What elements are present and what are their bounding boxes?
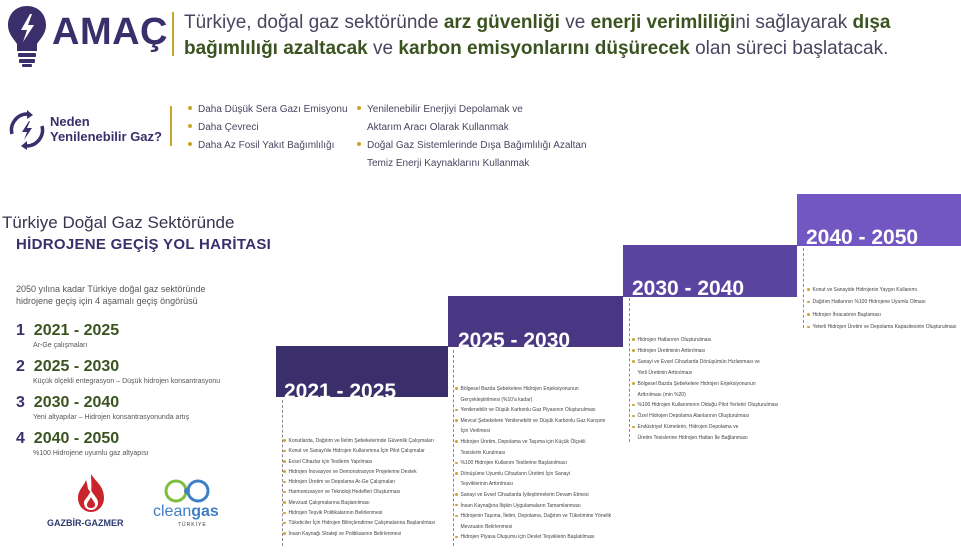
phase-item: 4 2040 - 2050: [16, 430, 120, 447]
stair-item: Sanayi ve Evsel Cihazlarda Dönüşümün Hızlanması ve: [632, 357, 778, 368]
stair-step-2040: 2040 - 2050: [797, 194, 961, 246]
why-point: Daha Düşük Sera Gazı Emisyonu: [188, 104, 348, 116]
stair-item: Teşviklerinin Arttırılması: [460, 481, 514, 488]
stair-item: Hidrojen İhracatının Başlaması: [807, 309, 957, 321]
stair-item: Hidrojen Üretiminin Arttırılması: [632, 346, 778, 357]
why-point-cont: Temiz Enerji Kaynaklarını Kullanmak: [367, 158, 530, 169]
stair-item: Dağıtım Hatlarının %100 Hidrojene Uyumlu Olması: [807, 296, 957, 308]
stair-item: Hidrojen Üretim ve Depolama Ar-Ge Çalışmaları: [283, 477, 435, 487]
stair-item: Özel Hidrojen Depolama Alanlarının Oluşturulması: [632, 411, 778, 422]
stair-item: Konutlarda, Dağıtım ve İletim Şebekelerinde Güvenlik Çalışmaları: [283, 436, 435, 446]
gazbir-logo-text: GAZBİR-GAZMER: [47, 518, 124, 528]
why-point: Daha Çevreci: [188, 122, 259, 134]
goal-title: AMAÇ: [52, 11, 168, 53]
stair-step-2025: 2025 - 2030: [448, 296, 623, 347]
stair-step-2030: 2030 - 2040: [623, 245, 797, 297]
stair-item: Bölgesel Bazda Şebekelere Hidrojen Enjeksiyonunun: [455, 384, 611, 395]
roadmap-description: 2050 yılına kadar Türkiye doğal gaz sektöründe hidrojene geçiş için 4 aşamalı geçiş öngörüsü: [16, 284, 206, 306]
cleangas-logo: [163, 478, 211, 504]
phase-item: 2 2025 - 2030: [16, 358, 120, 375]
stair-item: Gerçekleştirilmesi (%10'a kadar): [460, 396, 533, 403]
lightbulb-icon: [6, 4, 48, 68]
stair-item: Arttırılması (min %20): [637, 391, 686, 398]
stair-item: Konut ve Sanayide Hidrojenin Yaygın Kullanımı: [807, 284, 957, 296]
cleangas-logo-subtitle: TÜRKİYE: [178, 522, 207, 528]
stair-item: Üretim Tesislerine Hidrojen Hatları İle Bağlanması: [637, 435, 748, 442]
stair-item: Evsel Cihazlar için Testlerin Yapılması: [283, 457, 435, 467]
stair-item: İnsan Kaynağı Strateji ve Politikasının Belirlenmesi: [283, 529, 435, 539]
title-divider: [172, 12, 174, 56]
phase-item: 3 2030 - 2040: [16, 394, 120, 411]
stair-item: Konut ve Sanayi'de Hidrojen Kullanımına İçin Pilot Çalışmalar: [283, 446, 435, 456]
timeline-dash: [629, 298, 631, 442]
gazbir-flame-logo: [74, 472, 108, 514]
stair-item: Mevzuatın Belirlenmesi: [460, 523, 513, 530]
phase-subtitle: Yeni altyapılar – Hidrojen konsantrasyonunda artış: [33, 414, 190, 421]
stair-step-2021: 2021 - 2025: [276, 346, 448, 397]
stair-items-2030: [632, 335, 778, 444]
phase-subtitle: Küçük ölçekli entegrasyon – Düşük hidrojen konsantrasyonu: [33, 378, 221, 385]
why-divider: [170, 106, 172, 146]
phase-subtitle: %100 Hidrojene uyumlu gaz altyapısı: [33, 450, 149, 457]
phase-subtitle: Ar-Ge çalışmaları: [33, 342, 88, 349]
stair-item: Hidrojenin Taşıma, İletim, Depolama, Dağıtım ve Tüketimine Yönelik: [455, 511, 611, 522]
cleangas-logo-text: cleangas: [153, 503, 219, 520]
stair-item: Hidrojen Teşvik Politikalarının Belirlenmesi: [283, 508, 435, 518]
roadmap-title: Türkiye Doğal Gaz Sektöründe: [2, 213, 235, 232]
why-point: Daha Az Fosil Yakıt Bağımlılığı: [188, 140, 334, 152]
timeline-dash: [803, 248, 805, 328]
stair-item: Endüstriyel Kümelerin, Hidrojen Depolama ve: [632, 422, 778, 433]
stair-item: İnsan Kaynağına İlişkin Uygulamaların Tamamlanması: [455, 501, 611, 512]
why-point: Doğal Gaz Sistemlerinde Dışa Bağımlılığı Azaltan: [357, 140, 587, 152]
stair-item: Bölgesel Bazda Şebekelere Hidrojen Enjeksiyonunun: [632, 379, 778, 390]
stair-item: Yeterli Hidrojen Üretim ve Depolama Kapasitesinin Oluşturulması: [807, 321, 957, 333]
stair-item: Hidrojen Hatlarının Oluşturulması: [632, 335, 778, 346]
stair-item: Hidrojen İnovasyon ve Demonstrasyon Projelerine Destek: [283, 467, 435, 477]
why-title: Neden Yenilenebilir Gaz?: [50, 114, 162, 144]
recycle-energy-icon: [8, 110, 46, 150]
stair-item: Mevcut Şebekelere Yenilenebilir ve Düşük Karbonlu Gaz Karışımı: [455, 416, 611, 427]
stair-item: Yenilenebilir ve Düşük Karbonlu Gaz Piyasının Oluşturulması: [455, 405, 611, 416]
why-point-cont: Aktarım Aracı Olarak Kullanmak: [367, 122, 509, 133]
stair-item: %100 Hidrojen Kullanımının Olduğu Pilot Yerlerin Oluşturulması: [632, 400, 778, 411]
stair-item: Mevzuat Çalışmalarına Başlanılması: [283, 498, 435, 508]
stair-item: Tüketiciler İçin Hidrojen Bilinçlendirme Çalışmalarına Başlanılması: [283, 518, 435, 528]
stair-item: %100 Hidrojen Kullanım Testlerine Başlanılması: [455, 458, 611, 469]
phase-item: 1 2021 - 2025: [16, 322, 120, 339]
stair-item: Yerli Üretimin Arttırılması: [637, 369, 693, 376]
stair-item: Hidrojen Üretim, Depolama ve Taşıma için Küçük Ölçekli: [455, 437, 611, 448]
stair-items-2040: [807, 284, 957, 334]
stair-item: Hidrojen Piyasa Oluşumu için Devlet Teşviklerin Başlatılması: [455, 532, 611, 543]
goal-statement: Türkiye, doğal gaz sektöründe arz güvenliği ve enerji verimliliğini sağlayarak dışa bağımlılığı azaltacak ve karbon emisyonlarını düşürecek olan süreci başlatacak.: [184, 12, 891, 59]
why-point: Yenilenebilir Enerjiyi Depolamak ve: [357, 104, 523, 116]
stair-items-2025: [455, 384, 611, 543]
stair-items-2021: [283, 436, 435, 539]
stair-item: Tesislerin Kurulması: [460, 449, 506, 456]
roadmap-subtitle: HİDROJENE GEÇİŞ YOL HARİTASI: [16, 236, 272, 253]
stair-item: Sanayi ve Evsel Cihazlarda İyileştirmelerin Devam Etmesi: [455, 490, 611, 501]
stair-item: Harmonizasyon ve Teknoloji Hedefleri Oluşturması: [283, 487, 435, 497]
stair-item: İçin Verilmesi: [460, 428, 490, 435]
stair-item: Dönüşüme Uyumlu Cihazların Üretimi İçin Sanayi: [455, 469, 611, 480]
